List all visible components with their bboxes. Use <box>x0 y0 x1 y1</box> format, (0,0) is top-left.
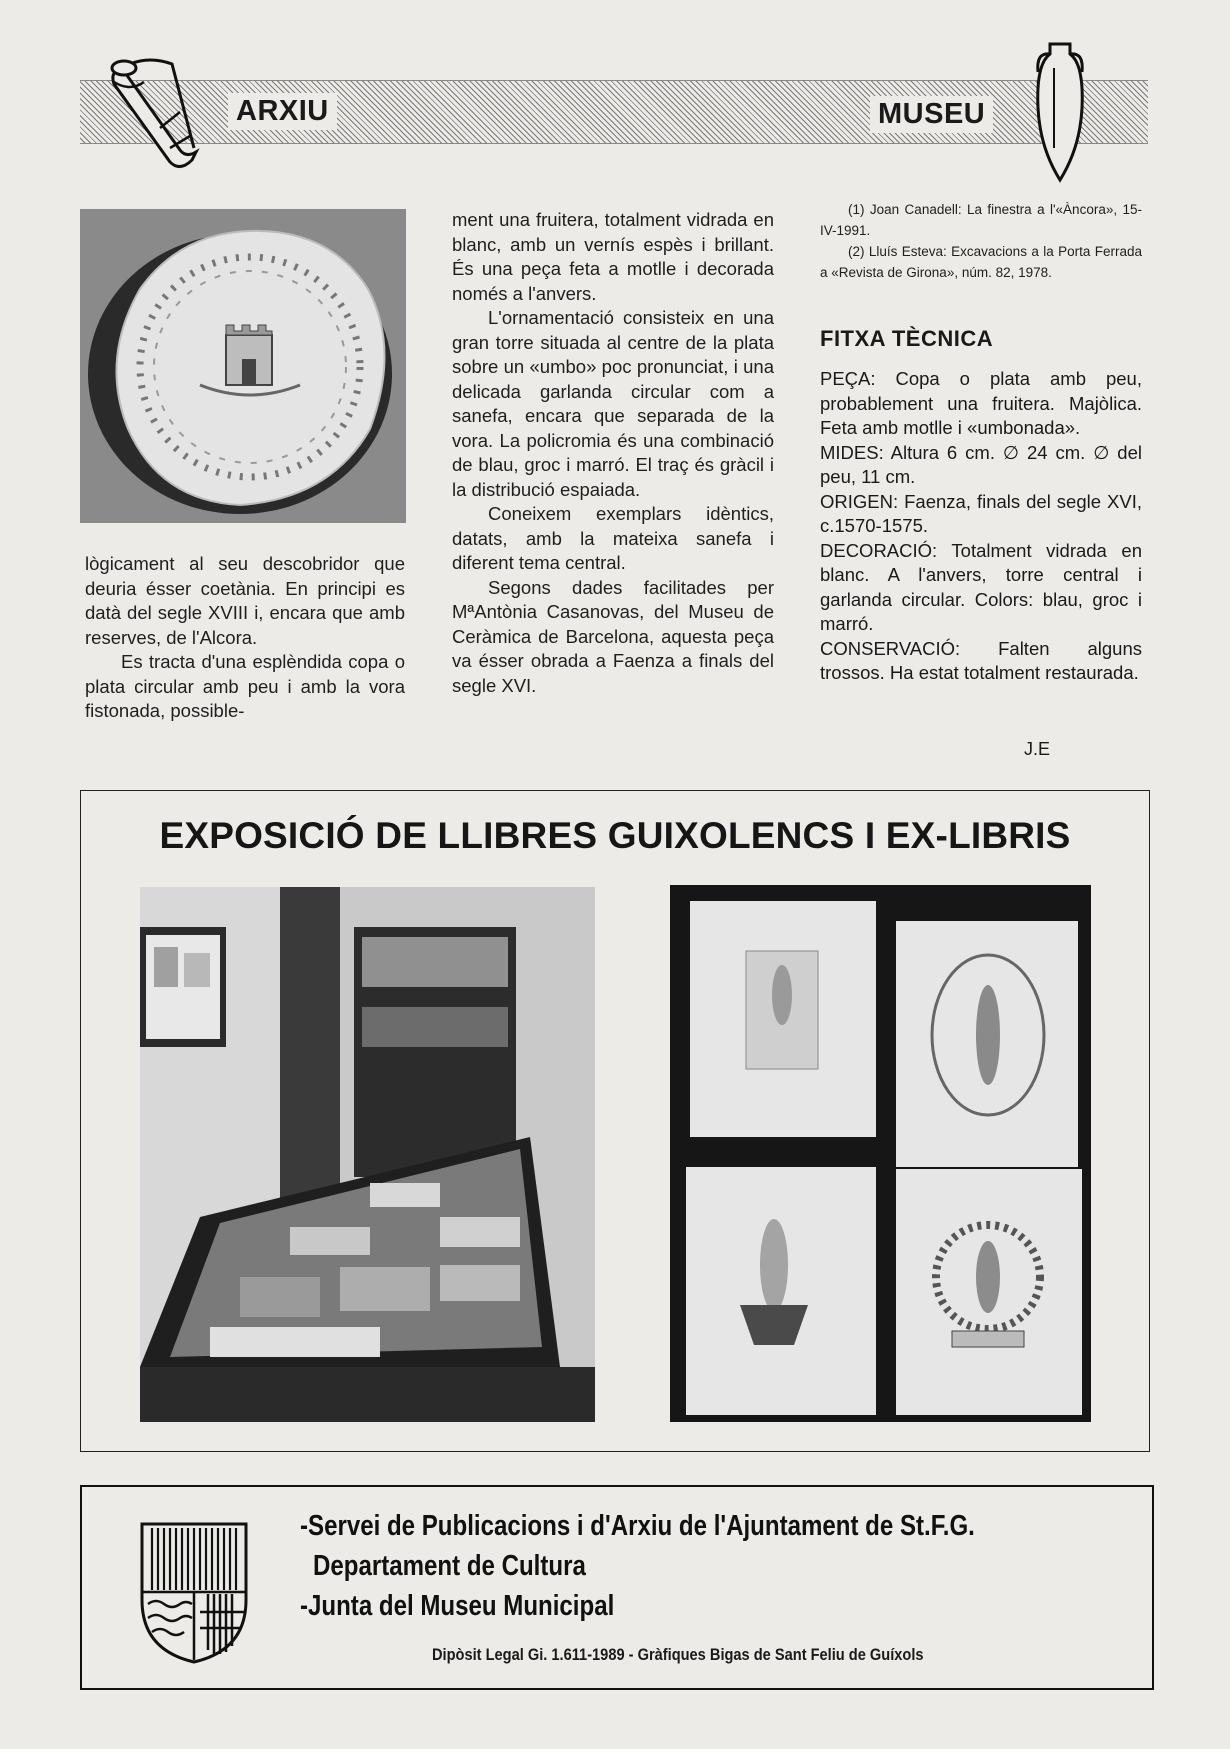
paragraph: ment una fruitera, totalment vidrada en blanc, amb un vernís espès i brillant. És una peça feta a motlle i decorada només a l'anvers. <box>452 209 774 304</box>
fitxa-tecnica-body <box>820 367 1142 686</box>
footnote: (1) Joan Canadell: La finestra a l'«Àncora», 15-IV-1991. <box>820 202 1142 238</box>
fitxa-line: CONSERVACIÓ: Falten alguns trossos. Ha estat totalment restaurada. <box>820 637 1142 683</box>
text-column-2 <box>452 208 774 698</box>
exposition-title: EXPOSICIÓ DE LLIBRES GUIXOLENCS I EX-LIBRIS <box>159 815 1071 856</box>
credit-line-culture: Departament de Cultura <box>313 1550 586 1582</box>
paragraph: Es tracta d'una esplèndida copa o plata circular amb peu i amb la vora fistonada, possible- <box>85 651 405 721</box>
exhibition-room-photo <box>140 887 595 1422</box>
fitxa-tecnica-heading: FITXA TÈCNICA <box>820 326 994 351</box>
paragraph: lògicament al seu descobridor que deuria ésser coetània. En principi es datà del segle XVIII i, encara que amb reserves, de l'Alcora. <box>85 553 405 648</box>
paragraph: L'ornamentació consisteix en una gran torre situada al centre de la plata sobre un «umbo» poc pronunciat, i una delicada garlanda circular com a sanefa, encara que separada de la vora. La policromia és una combinació de blau, groc i marró. El traç és gràcil i la distribució espaiada. <box>452 307 774 500</box>
fitxa-line: PEÇA: Copa o plata amb peu, probablement una fruitera. Majòlica. Feta amb motlle i «umbonada». <box>820 368 1142 438</box>
paragraph: Coneixem exemplars idèntics, datats, amb la mateixa sanefa i diferent tema central. <box>452 503 774 573</box>
credit-line-publications: -Servei de Publicacions i d'Arxiu de l'Ajuntament de St.F.G. <box>300 1510 975 1542</box>
arxiu-title: ARXIU <box>228 93 337 130</box>
scroll-icon <box>100 52 210 174</box>
plate-photo <box>80 209 406 523</box>
fitxa-line: ORIGEN: Faenza, finals del segle XVI, c.1570-1575. <box>820 490 1142 536</box>
footnotes <box>820 199 1142 283</box>
coat-of-arms-icon <box>138 1520 250 1665</box>
fitxa-line: DECORACIÓ: Totalment vidrada en blanc. A l'anvers, torre central i garlanda circular. Colors: blau, groc i marró. <box>820 539 1142 634</box>
amphora-icon <box>1032 38 1088 186</box>
credit-line-museum: -Junta del Museu Municipal <box>300 1590 615 1622</box>
museu-title: MUSEU <box>870 96 993 133</box>
footnote: (2) Lluís Esteva: Excavacions a la Porta Ferrada a «Revista de Girona», núm. 82, 1978. <box>820 244 1142 280</box>
ex-libris-photo <box>670 885 1091 1422</box>
legal-deposit: Dipòsit Legal Gi. 1.611-1989 - Gràfiques Bigas de Sant Feliu de Guíxols <box>432 1645 924 1664</box>
author-signature: J.E <box>1024 739 1051 759</box>
text-column-1 <box>85 552 405 724</box>
paragraph: Segons dades facilitades per MªAntònia Casanovas, del Museu de Ceràmica de Barcelona, aquesta peça va ésser obrada a Faenza a finals del segle XVI. <box>452 576 774 696</box>
fitxa-line: MIDES: Altura 6 cm. ∅ 24 cm. ∅ del peu, 11 cm. <box>820 441 1142 487</box>
